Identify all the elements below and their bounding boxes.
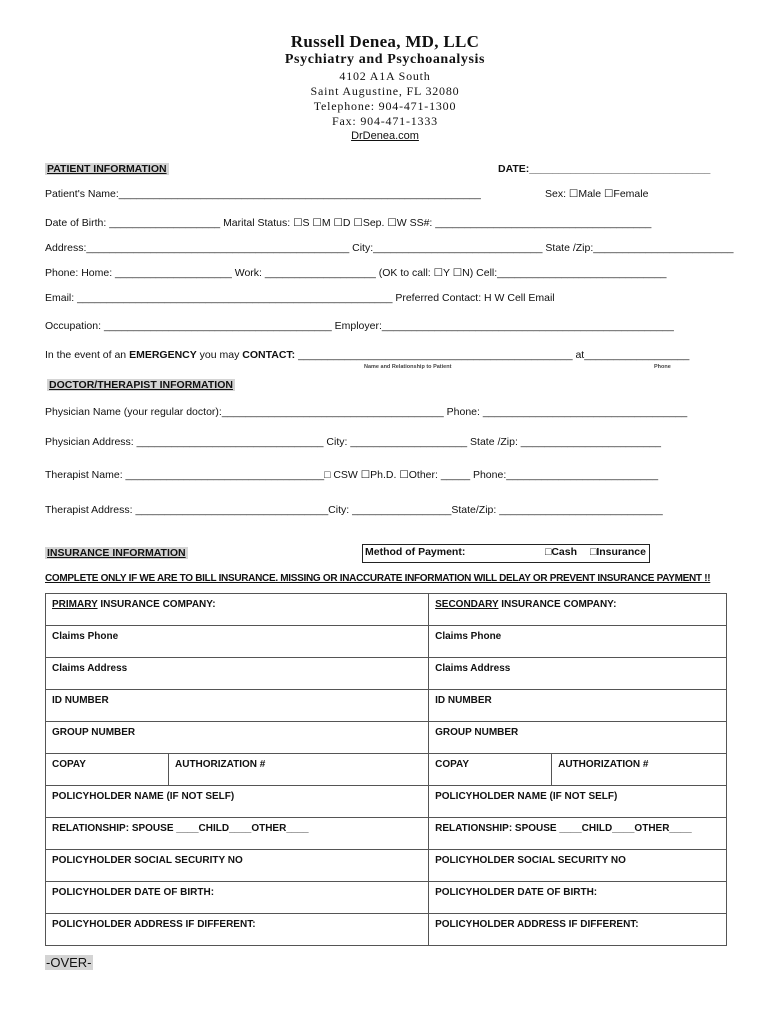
patient-section-label: PATIENT INFORMATION [47,163,167,175]
secondary-claims-address[interactable]: Claims Address [429,658,727,690]
primary-claims-address[interactable]: Claims Address [46,658,429,690]
doctor-section-label: DOCTOR/THERAPIST INFORMATION [49,379,233,391]
secondary-policyholder-ssn[interactable]: POLICYHOLDER SOCIAL SECURITY NO [429,850,727,882]
therapist-name-field[interactable]: Therapist Name: __________________________________□ CSW ☐Ph.D. ☐Other: _____ Phone:__________________________ [45,469,659,481]
secondary-copay[interactable]: COPAY [429,754,552,786]
practice-website[interactable]: DrDenea.com [351,130,419,142]
address-field[interactable]: Address:_____________________________________________ City:_____________________________ State /Zip:________________________ [45,242,734,254]
practice-fax: Fax: 904-471-1333 [332,114,438,128]
insurance-warning: COMPLETE ONLY IF WE ARE TO BILL INSURANCE. MISSING OR INACCURATE INFORMATION WILL DELAY OR PREVENT INSURANCE PAYMENT !! [45,573,711,584]
insurance-section-label: INSURANCE INFORMATION [47,547,186,559]
method-of-payment-box [362,544,650,563]
date-field[interactable]: DATE:_______________________________ [498,163,711,175]
emergency-word: EMERGENCY [129,349,197,361]
table-row [46,658,727,690]
primary-policyholder-ssn[interactable]: POLICYHOLDER SOCIAL SECURITY NO [46,850,429,882]
insurance-table [45,593,727,946]
secondary-claims-phone[interactable]: Claims Phone [429,626,727,658]
phone-field[interactable]: Phone: Home: ____________________ Work: ___________________ (OK to call: ☐Y ☐N) Cell:_____________________________ [45,267,667,279]
emergency-pre: In the event of an [45,349,130,361]
table-row [46,850,727,882]
email-field[interactable]: Email: ______________________________________________________ Preferred Contact: H W Cell Email [45,292,555,304]
primary-company-cell[interactable] [46,594,429,626]
patient-name-field[interactable]: Patient's Name:______________________________________________________________ [45,188,481,200]
secondary-id-number[interactable]: ID NUMBER [429,690,727,722]
insurance-section-title [45,547,188,559]
emergency-mid: you may [196,349,243,361]
primary-id-number[interactable]: ID NUMBER [46,690,429,722]
secondary-relationship[interactable]: RELATIONSHIP: SPOUSE ____CHILD____OTHER____ [429,818,727,850]
primary-policyholder-name[interactable]: POLICYHOLDER NAME (IF NOT SELF) [46,786,429,818]
physician-address-field[interactable]: Physician Address: ________________________________ City: ____________________ State /Zip: ________________________ [45,436,661,448]
practice-specialty: Psychiatry and Psychoanalysis [284,52,486,67]
emergency-note-phone: Phone [654,364,671,370]
patient-section-title [45,163,169,175]
table-row [46,722,727,754]
table-row [46,786,727,818]
dob-marital-ssn-field[interactable]: Date of Birth: ___________________ Marital Status: ☐S ☐M ☐D ☐Sep. ☐W SS#: _____________________________________ [45,217,652,229]
emergency-note-name: Name and Relationship to Patient [364,364,452,370]
primary-label: PRIMARY [52,599,98,610]
sex-field[interactable]: Sex: ☐Male ☐Female [545,188,649,200]
table-row [46,818,727,850]
primary-group-number[interactable]: GROUP NUMBER [46,722,429,754]
table-row [46,754,727,786]
secondary-company-cell[interactable] [429,594,727,626]
practice-phone: Telephone: 904-471-1300 [313,99,457,113]
primary-policyholder-address[interactable]: POLICYHOLDER ADDRESS IF DIFFERENT: [46,914,429,946]
primary-relationship[interactable]: RELATIONSHIP: SPOUSE ____CHILD____OTHER____ [46,818,429,850]
physician-name-field[interactable]: Physician Name (your regular doctor):______________________________________ Phone: ___________________________________ [45,406,688,418]
secondary-policyholder-address[interactable]: POLICYHOLDER ADDRESS IF DIFFERENT: [429,914,727,946]
contact-word: CONTACT: [242,349,296,361]
table-row [46,626,727,658]
doctor-section-title [47,379,235,391]
practice-street: 4102 A1A South [339,69,431,83]
insurance-checkbox[interactable]: □Insurance [590,546,646,558]
secondary-policyholder-dob[interactable]: POLICYHOLDER DATE OF BIRTH: [429,882,727,914]
table-row [46,594,727,626]
table-row [46,914,727,946]
primary-copay[interactable]: COPAY [46,754,169,786]
occupation-field[interactable]: Occupation: _______________________________________ Employer:__________________________________________________ [45,320,674,332]
company-label: INSURANCE COMPANY: [97,599,216,610]
practice-city: Saint Augustine, FL 32080 [310,84,460,98]
secondary-policyholder-name[interactable]: POLICYHOLDER NAME (IF NOT SELF) [429,786,727,818]
primary-authorization[interactable]: AUTHORIZATION # [169,754,429,786]
cash-checkbox[interactable]: □Cash [545,546,578,558]
table-row [46,882,727,914]
table-row [46,690,727,722]
primary-claims-phone[interactable]: Claims Phone [46,626,429,658]
emergency-post: _______________________________________________ at__________________ [295,349,690,361]
practice-name: Russell Denea, MD, LLC [290,32,480,51]
therapist-address-field[interactable]: Therapist Address: _________________________________City: _________________State/Zip: ____________________________ [45,504,663,516]
secondary-group-number[interactable]: GROUP NUMBER [429,722,727,754]
secondary-authorization[interactable]: AUTHORIZATION # [552,754,727,786]
secondary-label: SECONDARY [435,599,499,610]
company-label: INSURANCE COMPANY: [498,599,617,610]
method-label: Method of Payment: [365,546,466,558]
emergency-contact-field[interactable] [45,349,689,361]
primary-policyholder-dob[interactable]: POLICYHOLDER DATE OF BIRTH: [46,882,429,914]
over-label: -OVER- [46,955,92,970]
